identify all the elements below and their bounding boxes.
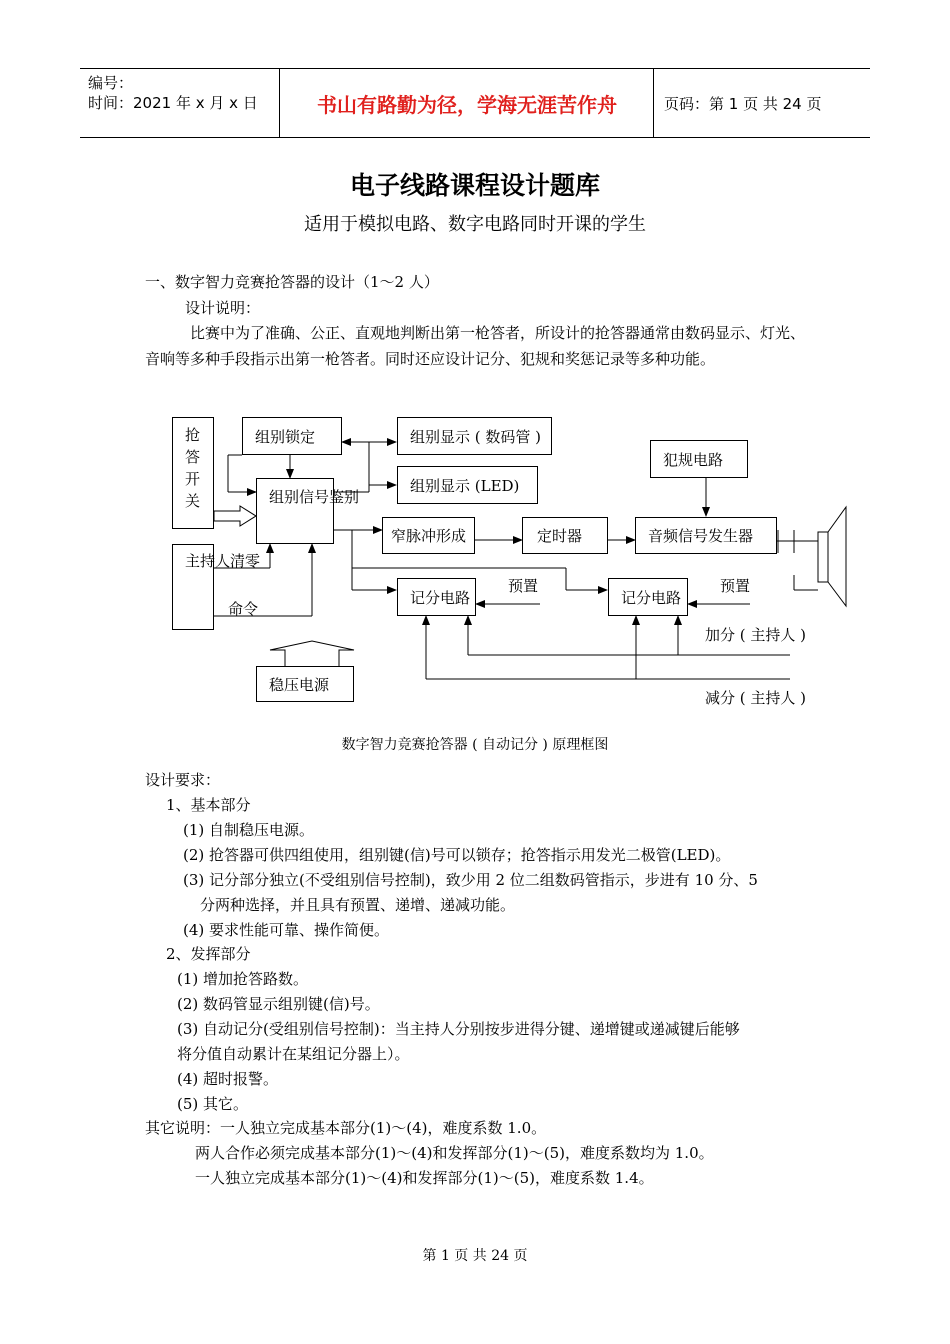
advanced-item-4: (4) 超时报警。 xyxy=(177,1070,279,1088)
group-display-led-label: 组别显示 (LED) xyxy=(410,477,520,495)
pulse-box xyxy=(382,517,475,554)
foul-circuit-label: 犯规电路 xyxy=(663,451,724,469)
score-circuit-1-box xyxy=(397,578,476,616)
group-display-seg-label: 组别显示 ( 数码管 ) xyxy=(410,428,542,446)
other-line-2: 两人合作必须完成基本部分(1)～(4)和发挥部分(1)～(5)，难度系数均为 1.0。 xyxy=(195,1144,714,1162)
group-signal-label: 组别信号鉴别 xyxy=(269,488,360,506)
foul-circuit-box xyxy=(650,440,748,478)
regulator-box xyxy=(256,666,354,702)
section-heading: 一、数字智力竞赛抢答器的设计（1～2 人） xyxy=(145,273,439,291)
page-footer: 第 1 页 共 24 页 xyxy=(422,1248,528,1264)
basic-item-3-cont: 分两种选择，并且具有预置、递增、递减功能。 xyxy=(200,896,516,914)
score-circuit-1-label: 记分电路 xyxy=(410,589,471,607)
design-note-label: 设计说明： xyxy=(185,299,261,317)
preset-1-label: 预置 xyxy=(508,577,539,595)
group-lock-box xyxy=(242,417,342,455)
other-line-1: 其它说明：一人独立完成基本部分(1)～(4)，难度系数 1.0。 xyxy=(145,1119,547,1137)
timer-box xyxy=(522,517,608,554)
header-page-info: 页码：第 1 页 共 24 页 xyxy=(664,94,822,113)
preset-2-label: 预置 xyxy=(720,577,751,595)
basic-item-1: (1) 自制稳压电源。 xyxy=(183,821,315,839)
basic-item-3: (3) 记分部分独立(不受组别信号控制)，致少用 2 位二组数码管指示，步进有 10 分、5 xyxy=(183,871,758,889)
advanced-item-5: (5) 其它。 xyxy=(177,1095,249,1113)
sub-score-label: 减分 ( 主持人 ) xyxy=(705,689,807,707)
diagram-caption: 数字智力竞赛抢答器 ( 自动记分 ) 原理框图 xyxy=(341,737,609,753)
basic-item-2: (2) 抢答器可供四组使用，组别键(信)号可以锁存；抢答指示用发光二极管(LED)。 xyxy=(183,846,731,864)
serial-label: 编号： xyxy=(88,74,134,92)
header-motto: 书山有路勤为径，学海无涯苦作舟 xyxy=(281,69,654,137)
add-score-label: 加分 ( 主持人 ) xyxy=(705,626,807,644)
answer-switch-box xyxy=(172,417,214,529)
advanced-label: 2、发挥部分 xyxy=(166,945,251,963)
timer-label: 定时器 xyxy=(537,527,583,545)
advanced-item-2: (2) 数码管显示组别键(信)号。 xyxy=(177,995,380,1013)
group-display-led-box xyxy=(397,466,538,504)
advanced-item-3-cont: 将分值自动累计在某组记分器上）。 xyxy=(177,1045,410,1063)
advanced-item-1: (1) 增加抢答路数。 xyxy=(177,970,309,988)
score-circuit-2-box xyxy=(608,578,688,616)
group-display-seg-box xyxy=(397,417,552,455)
basic-label: 1、基本部分 xyxy=(166,796,251,814)
audio-gen-label: 音频信号发生器 xyxy=(648,527,754,545)
command-label: 命令 xyxy=(228,600,259,618)
advanced-item-3: (3) 自动记分(受组别信号控制)：当主持人分别按步进得分键、递增键或递减键后能够 xyxy=(177,1020,740,1038)
basic-item-4: (4) 要求性能可靠、操作简便。 xyxy=(183,921,390,939)
design-note-text: 比赛中为了准确、公正、直观地判断出第一枪答者，所设计的抢答器通常由数码显示、灯光、音响等多种手段指示出第一枪答者。同时还应设计记分、犯规和奖惩记录等多种功能。 xyxy=(145,324,806,368)
page-subtitle: 适用于模拟电路、数字电路同时开课的学生 xyxy=(304,214,646,235)
audio-gen-box xyxy=(635,517,777,554)
page-title: 电子线路课程设计题库 xyxy=(349,171,600,200)
score-circuit-2-label: 记分电路 xyxy=(621,589,682,607)
time-label: 时间：2021 年 x 月 x 日 xyxy=(88,94,258,112)
answer-switch-label: 抢答开关 xyxy=(185,426,201,510)
pulse-label: 窄脉冲形成 xyxy=(391,527,467,545)
requirements-label: 设计要求： xyxy=(145,771,221,789)
host-clear-label: 主持人清零 xyxy=(185,552,261,570)
group-lock-label: 组别锁定 xyxy=(255,428,316,446)
regulator-label: 稳压电源 xyxy=(269,676,330,694)
other-line-3: 一人独立完成基本部分(1)～(4)和发挥部分(1)～(5)，难度系数 1.4。 xyxy=(195,1169,654,1187)
